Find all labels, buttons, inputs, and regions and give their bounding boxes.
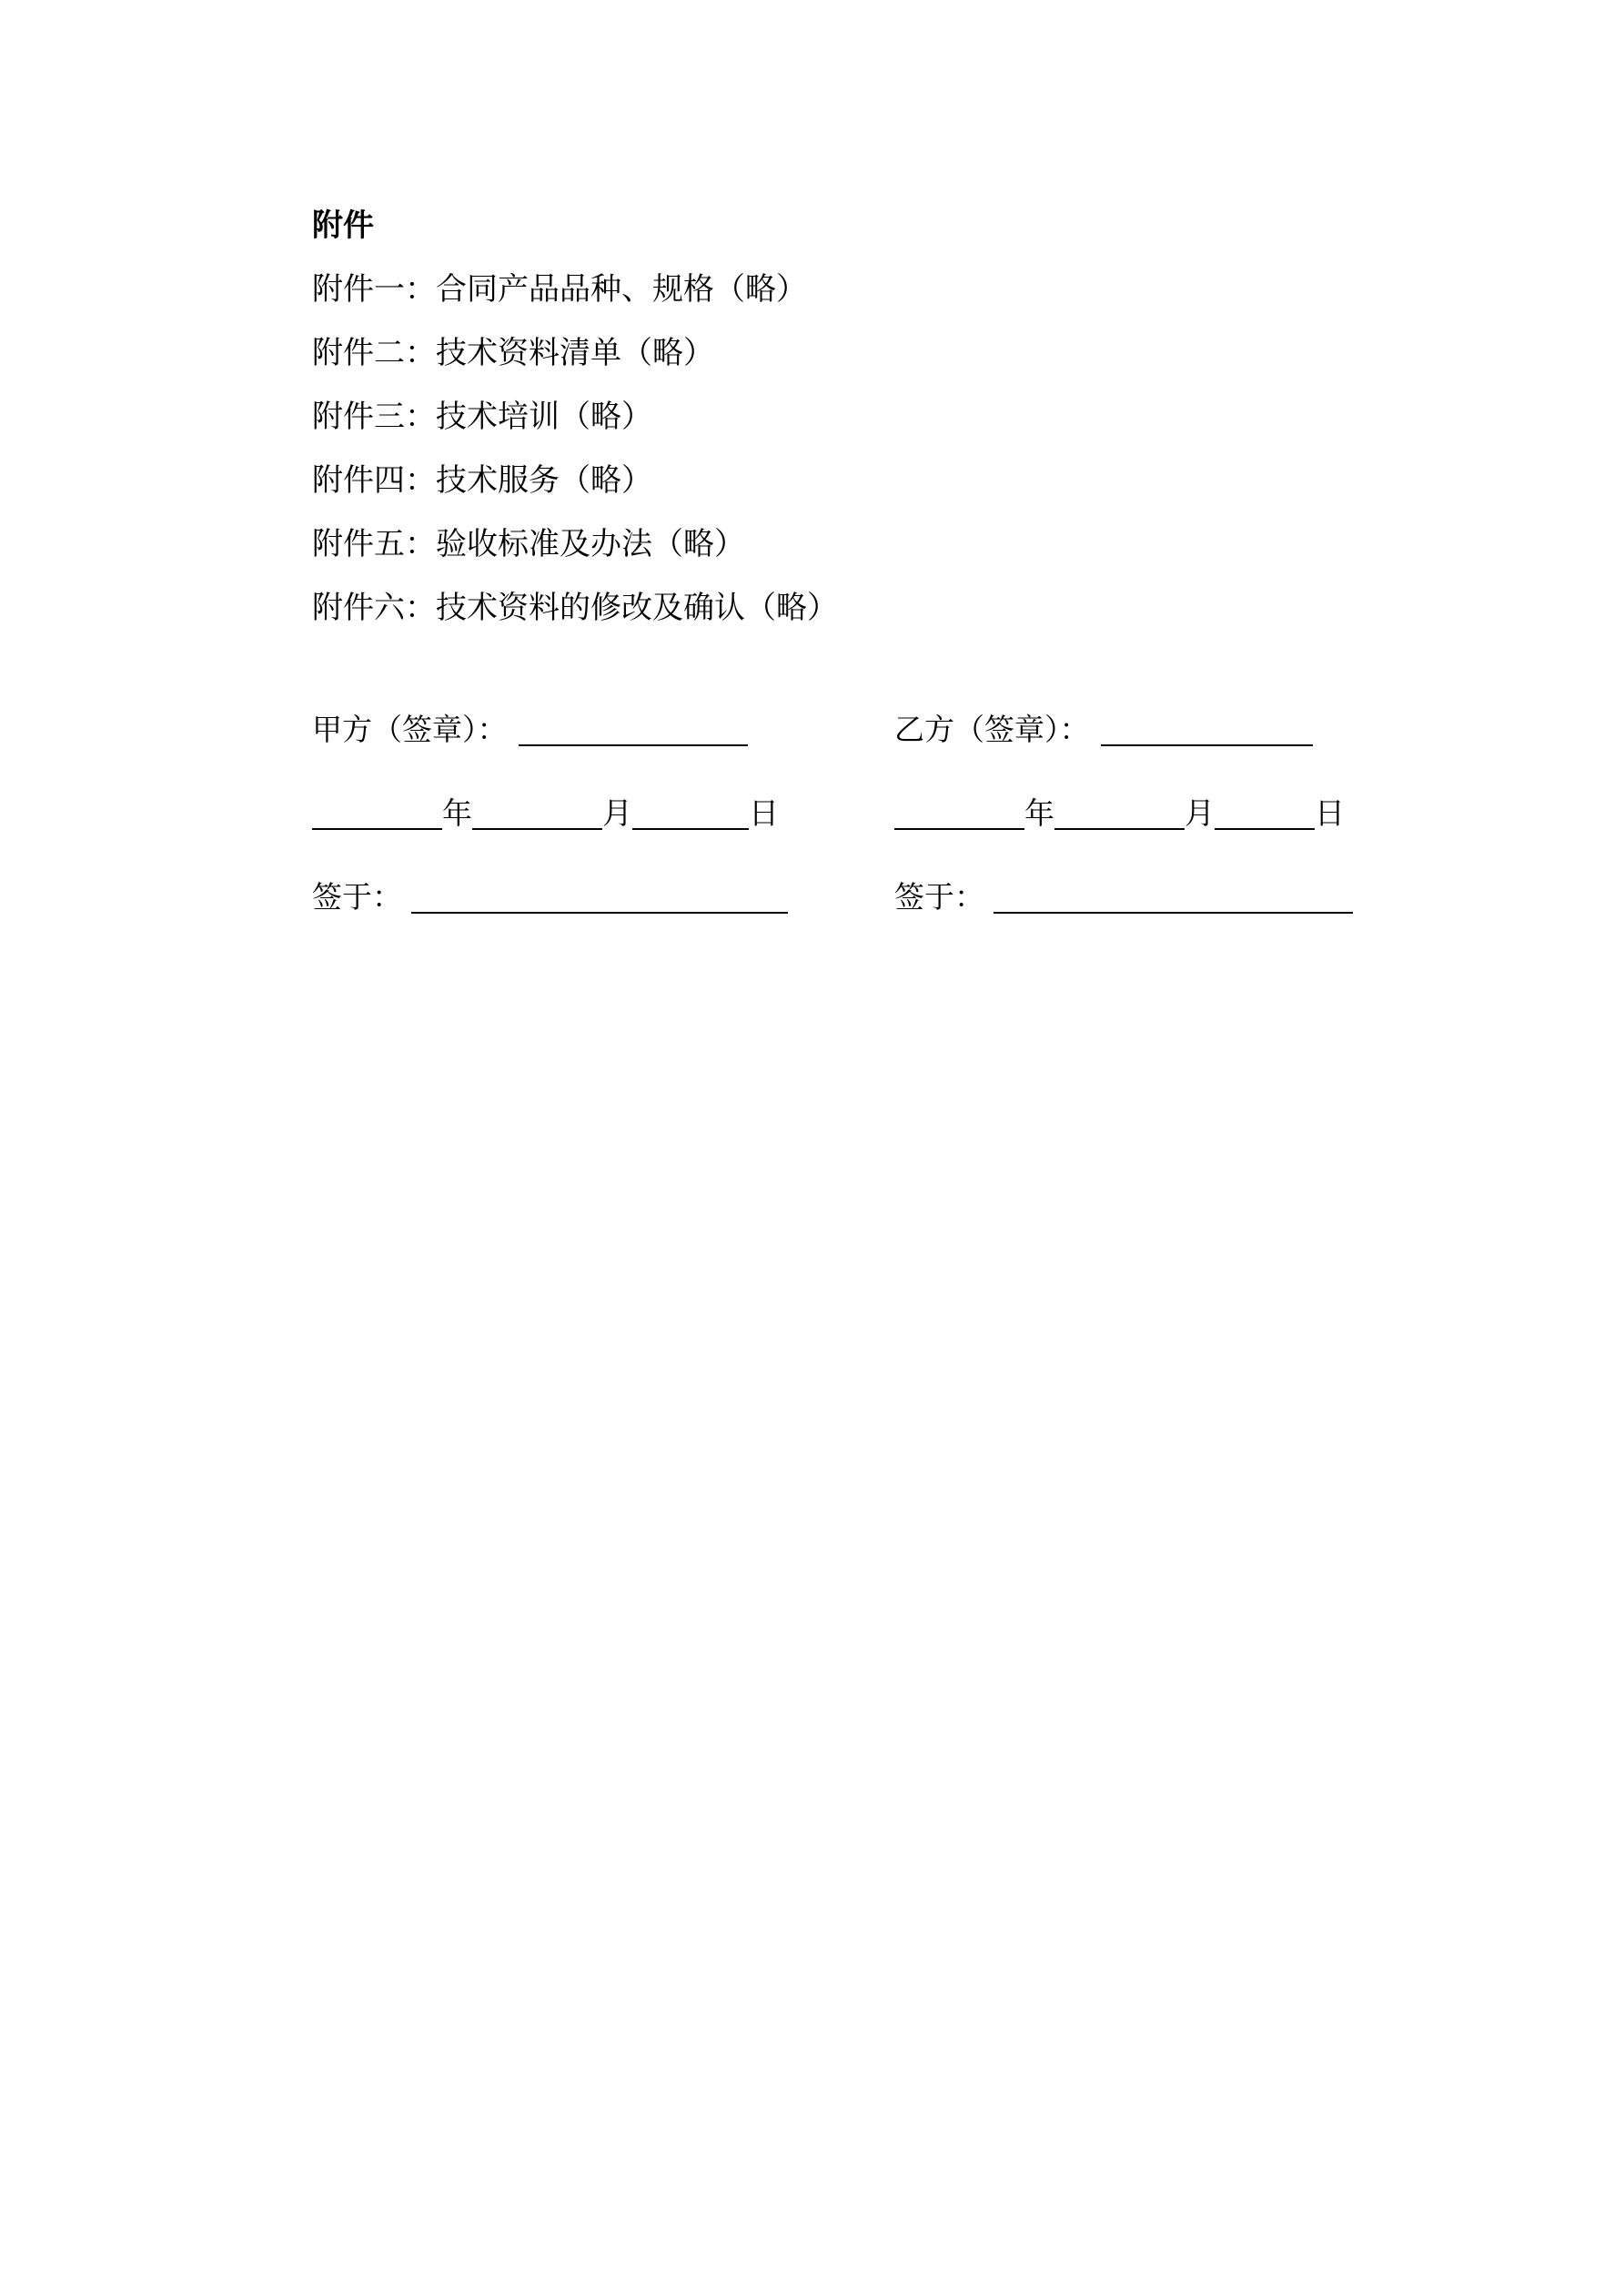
attachment-3: 附件三：技术培训（略） [312, 399, 652, 435]
party-a-place-blank [411, 881, 788, 914]
party-a-seal-label: 甲方（签章）： [312, 712, 508, 747]
party-b-place-blank [994, 881, 1353, 914]
party-a-day-blank [632, 797, 749, 830]
party-b-seal-row [894, 710, 1313, 750]
party-a-seal-blank [519, 713, 748, 746]
party-b-year-label: 年 [1024, 795, 1054, 831]
party-b-day-blank [1215, 797, 1315, 830]
party-b-year-blank [894, 797, 1024, 830]
party-b-month-label: 月 [1185, 795, 1215, 831]
party-a-date-row [312, 794, 779, 834]
party-a-seal-row [312, 710, 748, 750]
party-a-year-blank [312, 797, 442, 830]
party-b-month-blank [1054, 797, 1185, 830]
party-b-seal-label: 乙方（签章）： [894, 712, 1090, 747]
party-a-month-label: 月 [602, 795, 632, 831]
attachment-4: 附件四：技术服务（略） [312, 462, 652, 499]
party-a-day-label: 日 [749, 795, 779, 831]
party-b-place-label: 签于： [894, 879, 984, 915]
party-b-day-label: 日 [1315, 795, 1345, 831]
party-b-seal-blank [1101, 713, 1313, 746]
attachment-6: 附件六：技术资料的修改及确认（略） [312, 590, 838, 626]
party-a-year-label: 年 [442, 795, 472, 831]
party-a-place-row [312, 877, 788, 917]
attachment-2: 附件二：技术资料清单（略） [312, 335, 714, 371]
party-a-month-blank [472, 797, 602, 830]
attachment-5: 附件五：验收标准及办法（略） [312, 526, 745, 562]
party-a-place-label: 签于： [312, 879, 402, 915]
party-b-date-row [894, 794, 1345, 834]
attachment-1: 附件一：合同产品品种、规格（略） [312, 271, 807, 308]
attachments-heading: 附件 [312, 207, 374, 244]
party-b-place-row [894, 877, 1353, 917]
